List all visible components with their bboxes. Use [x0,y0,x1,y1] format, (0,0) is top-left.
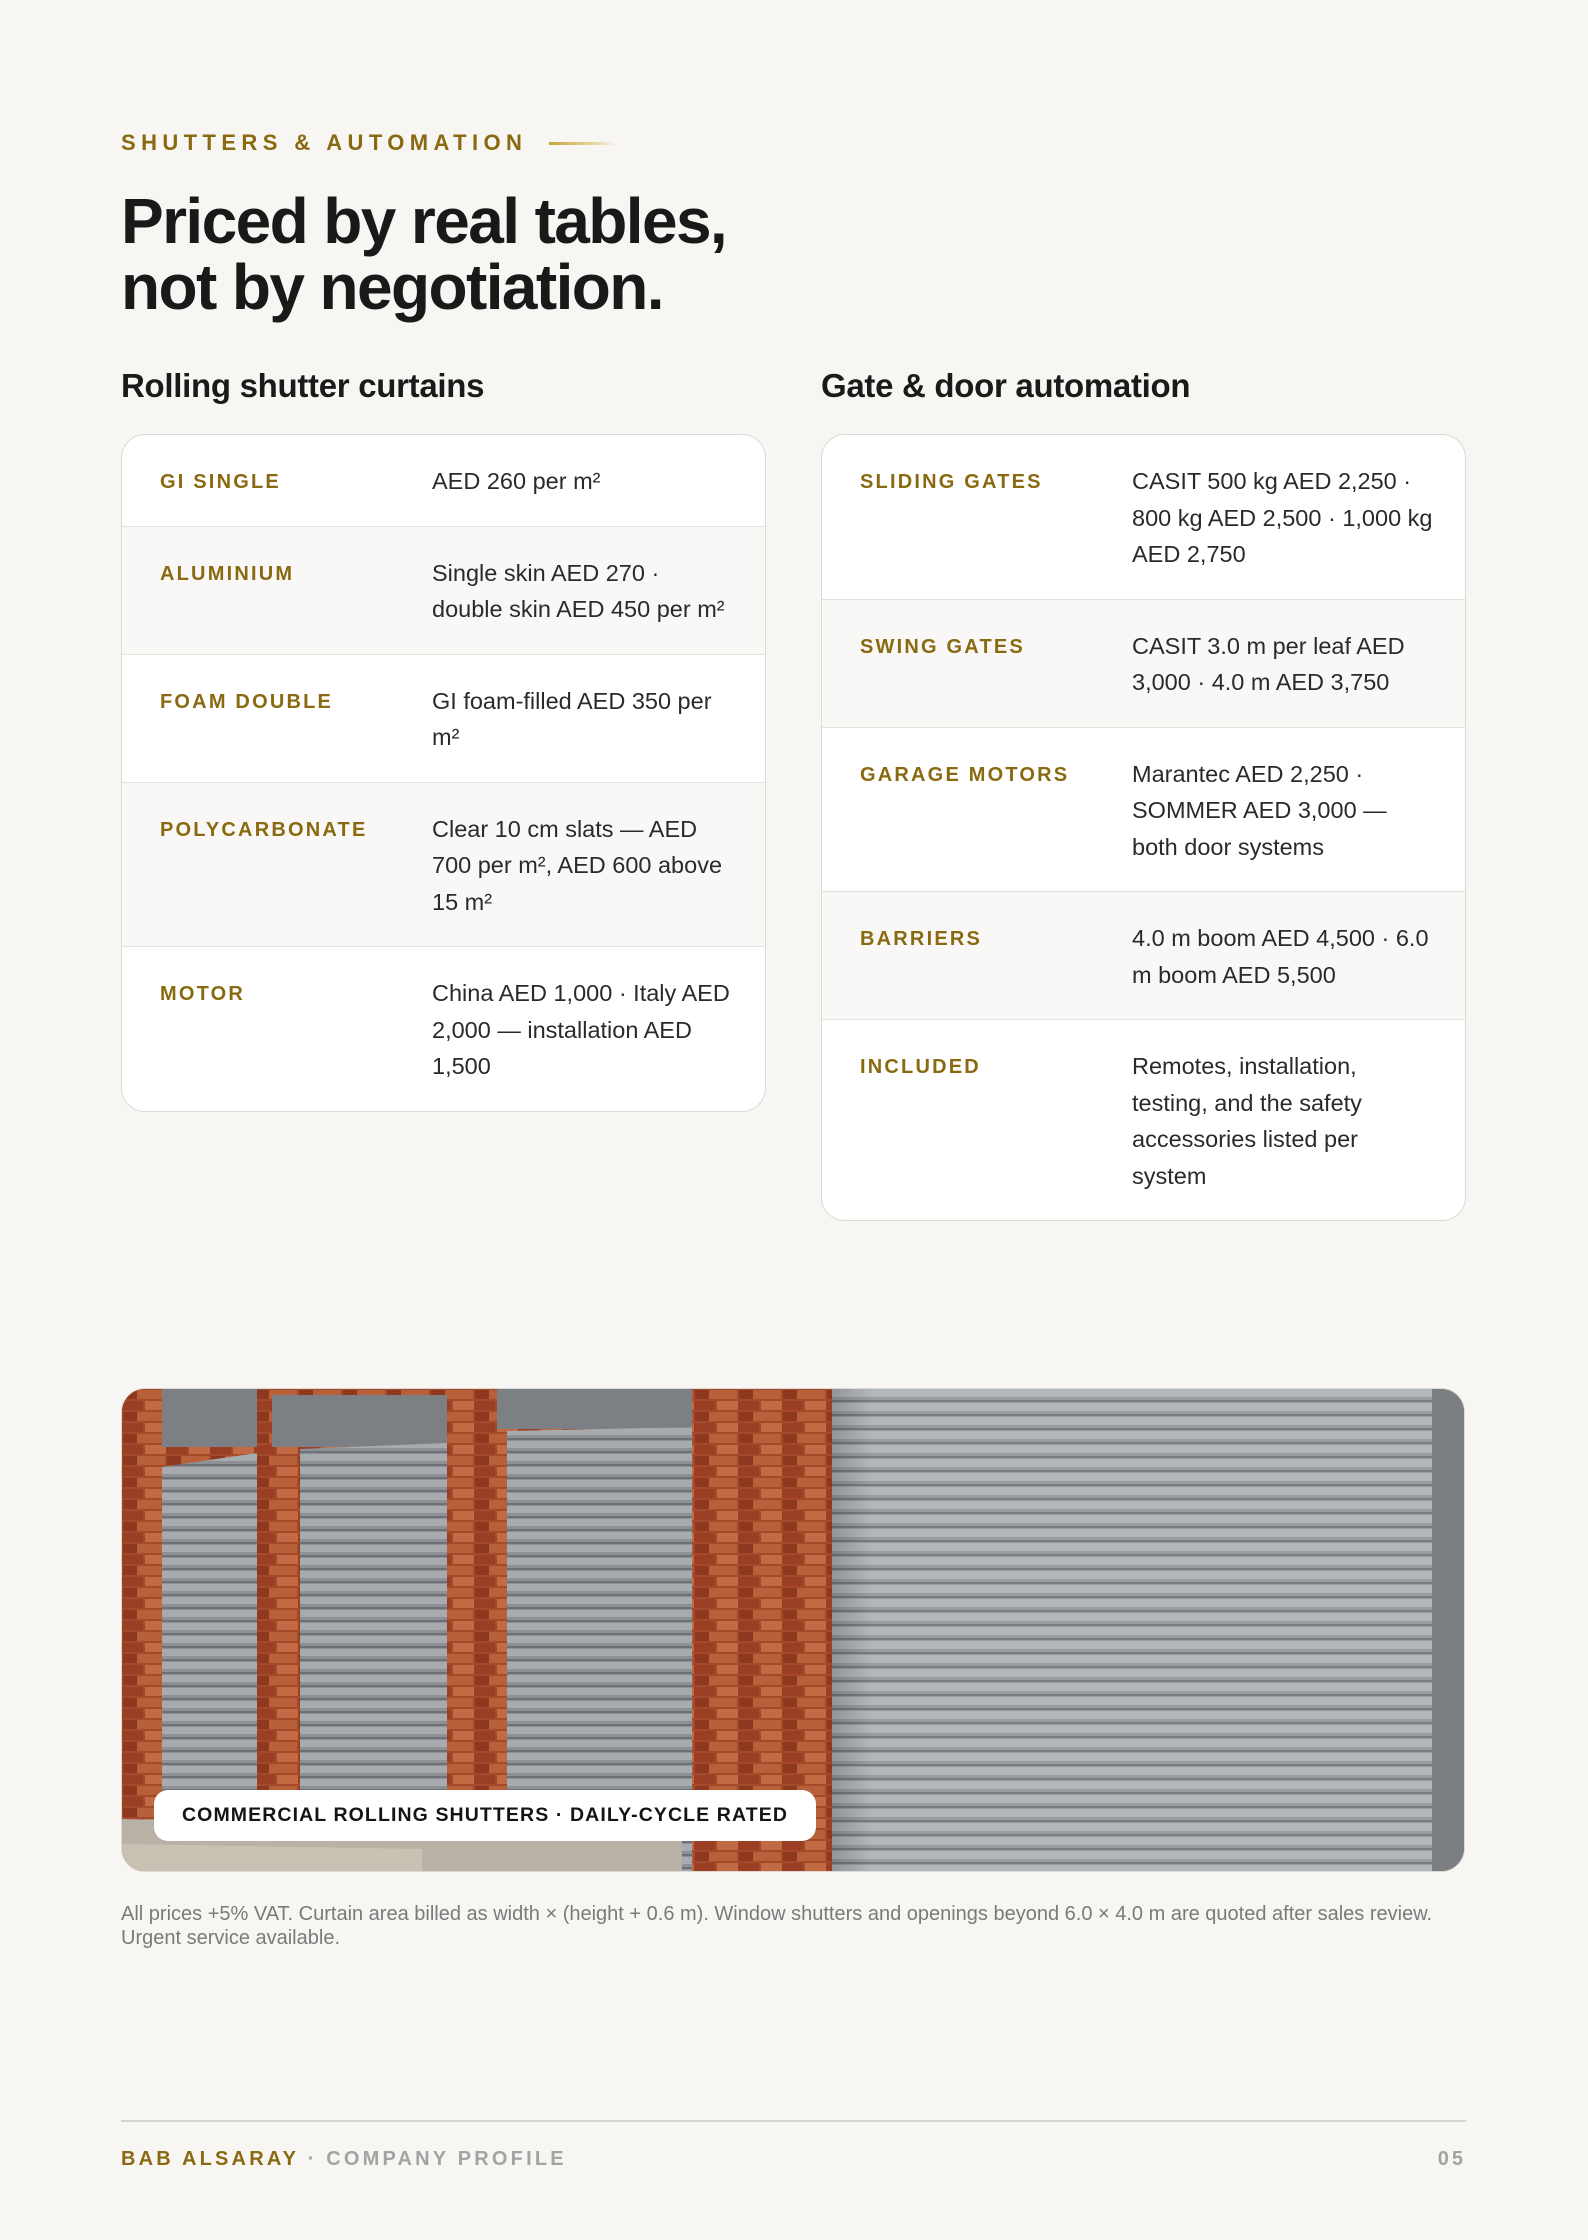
table-row [822,891,1465,1019]
row-value: AED 260 per m² [432,468,601,494]
row-label: FOAM DOUBLE [160,690,334,713]
table-row [822,435,1465,599]
table-row [122,435,765,526]
automation-price-table [821,434,1466,1221]
page-title [121,185,727,323]
table-row [122,946,765,1111]
row-value: Remotes, installation, testing, and the safety accessories listed per system [1132,1053,1362,1189]
row-value: Marantec AED 2,250 · SOMMER AED 3,000 — both door systems [1132,760,1387,860]
row-label: SLIDING GATES [860,471,1043,493]
footer-separator: · [298,2148,327,2170]
footer-brand: BAB ALSARAY [121,2148,299,2170]
table-row [122,654,765,782]
row-label: SWING GATES [860,635,1025,658]
row-label: POLYCARBONATE [160,818,368,841]
footer-brand-line [121,2148,567,2171]
automation-column [821,366,1466,1221]
page-number: 05 [1437,2148,1466,2170]
footer-section: COMPANY PROFILE [326,2148,567,2170]
automation-title: Gate & door automation [821,367,1191,404]
row-value: CASIT 500 kg AED 2,250 · 800 kg AED 2,500 · 1,000 kg AED 2,750 [1132,468,1433,567]
row-label: GI SINGLE [160,471,281,493]
table-row [822,1019,1465,1220]
row-label: INCLUDED [860,1056,981,1078]
row-value: Single skin AED 270 · double skin AED 450 per m² [432,559,725,622]
table-row [122,526,765,654]
row-label: BARRIERS [860,928,983,950]
table-row [122,782,765,947]
row-label: ALUMINIUM [160,562,295,585]
shutters-column [121,366,766,1112]
row-value: Clear 10 cm slats — AED 700 per m², AED 600 above 15 m² [432,815,723,915]
row-label: GARAGE MOTORS [860,763,1070,786]
page-title-line-2: not by negotiation. [121,251,663,323]
page-title-line-1: Priced by real tables, [121,185,727,257]
eyebrow-accent-rule [549,142,617,145]
photo-caption: COMMERCIAL ROLLING SHUTTERS · DAILY-CYCLE RATED [154,1790,816,1841]
row-value: GI foam-filled AED 350 per m² [432,687,712,750]
row-value: China AED 1,000 · Italy AED 2,000 — installation AED 1,500 [432,980,730,1079]
table-row [822,599,1465,727]
shutters-photo [121,1388,1465,1872]
pricing-footnote: All prices +5% VAT. Curtain area billed as width × (height + 0.6 m). Window shutters and openings beyond 6.0 × 4.0 m are quoted after sales review. Urgent service available. [121,1903,1433,1949]
row-label: MOTOR [160,983,246,1005]
row-value: CASIT 3.0 m per leaf AED 3,000 · 4.0 m AED 3,750 [1132,632,1405,695]
eyebrow-text: SHUTTERS & AUTOMATION [121,130,528,155]
shutters-title: Rolling shutter curtains [121,367,485,404]
row-value: 4.0 m boom AED 4,500 · 6.0 m boom AED 5,500 [1132,925,1429,988]
shutters-price-table [121,434,766,1112]
table-row [822,727,1465,892]
page-footer [121,2148,1466,2171]
page [121,0,1466,2240]
footer-divider [121,2120,1466,2122]
section-eyebrow [121,130,617,156]
